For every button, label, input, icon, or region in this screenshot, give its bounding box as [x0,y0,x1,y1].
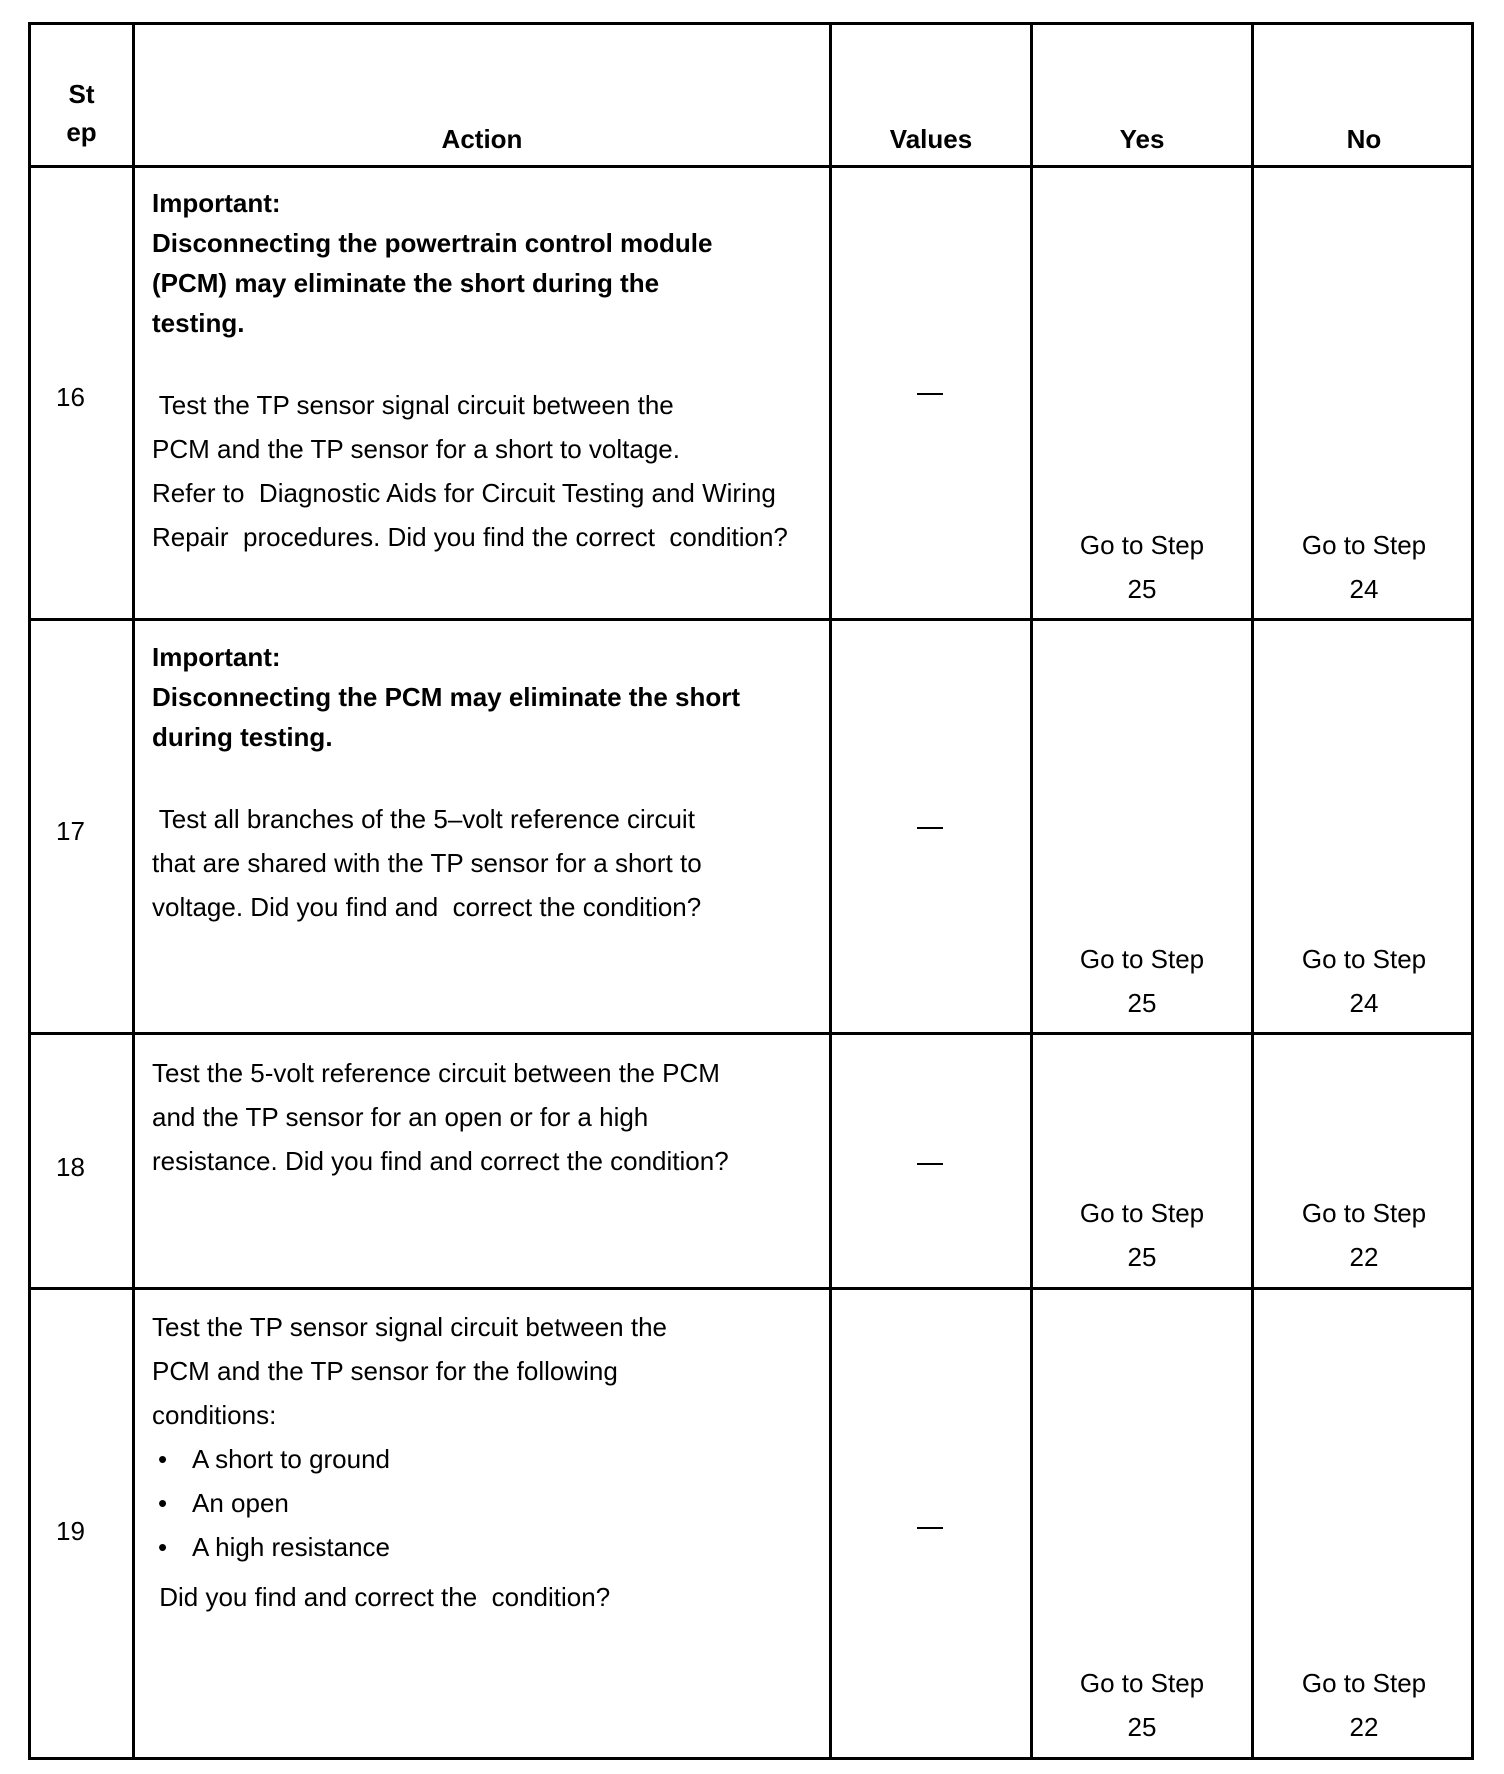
important-text: during testing. [152,722,333,752]
yes-goto: Go to Step [1079,1668,1205,1698]
diagnostic-table [28,22,1474,1760]
important-label: Important: [152,188,281,218]
value-text [832,809,1030,853]
no-cell [1254,1191,1474,1279]
value-text [832,1145,1030,1189]
action-text: Test the TP sensor signal circuit between the [152,390,674,420]
list-item: • A short to ground [152,1437,822,1481]
action-text: Refer to Diagnostic Aids for Circuit Testing and Wiring [152,478,776,508]
important-label: Important: [152,642,281,672]
action-cell [152,183,822,559]
action-text: voltage. Did you find and correct the condition? [152,892,702,922]
no-step: 22 [1349,1242,1379,1272]
no-step: 22 [1349,1712,1379,1742]
header-step [31,75,132,151]
no-step: 24 [1349,574,1379,604]
yes-step: 25 [1127,1242,1157,1272]
condition-list [152,1437,822,1569]
value-text [832,1509,1030,1553]
important-text: Disconnecting the PCM may eliminate the short [152,682,740,712]
action-cell [152,1305,822,1619]
yes-cell [1033,937,1251,1025]
yes-cell [1033,523,1251,611]
yes-step: 25 [1127,1712,1157,1742]
column-divider [1030,25,1033,1757]
yes-cell [1033,1191,1251,1279]
action-text: Test the TP sensor signal circuit between the [152,1312,667,1342]
list-item: • An open [152,1481,822,1525]
step-number: 17 [56,816,85,846]
yes-goto: Go to Step [1079,530,1205,560]
yes-goto: Go to Step [1079,944,1205,974]
column-divider [829,25,832,1757]
value-dash [917,827,943,829]
header-step-line2: ep [66,117,97,147]
header-no: No [1346,124,1382,154]
yes-cell [1033,1661,1251,1749]
row-divider [31,165,1471,168]
header-step-line1: St [68,79,95,109]
no-cell [1254,523,1474,611]
important-text: (PCM) may eliminate the short during the [152,268,660,298]
no-cell [1254,1661,1474,1749]
action-question: Did you find and correct the condition? [152,1582,611,1612]
action-text: Test the 5-volt reference circuit between the PCM [152,1058,720,1088]
row-divider [31,1032,1471,1035]
value-dash [917,1527,943,1529]
no-step: 24 [1349,988,1379,1018]
action-cell [152,1051,822,1183]
header-values: Values [889,124,973,154]
value-dash [917,393,943,395]
action-text: that are shared with the TP sensor for a short to [152,848,702,878]
action-text: Repair procedures. Did you find the correct condition? [152,522,788,552]
yes-step: 25 [1127,988,1157,1018]
no-goto: Go to Step [1301,1668,1427,1698]
action-text: resistance. Did you find and correct the condition? [152,1146,729,1176]
yes-step: 25 [1127,574,1157,604]
column-divider [132,25,135,1757]
step-number: 19 [56,1516,85,1546]
action-text: and the TP sensor for an open or for a high [152,1102,649,1132]
yes-goto: Go to Step [1079,1198,1205,1228]
important-text: testing. [152,308,245,338]
no-cell [1254,937,1474,1025]
action-text: conditions: [152,1400,277,1430]
value-dash [917,1163,943,1165]
important-text: Disconnecting the powertrain control module [152,228,713,258]
list-item: • A high resistance [152,1525,822,1569]
action-cell [152,637,822,929]
column-divider [1251,25,1254,1757]
action-text: PCM and the TP sensor for the following [152,1356,618,1386]
action-text: Test all branches of the 5–volt reference circuit [152,804,695,834]
row-divider [31,618,1471,621]
no-goto: Go to Step [1301,944,1427,974]
row-divider [31,1287,1471,1290]
step-number: 16 [56,382,85,412]
value-text [832,375,1030,419]
no-goto: Go to Step [1301,530,1427,560]
no-goto: Go to Step [1301,1198,1427,1228]
step-number: 18 [56,1152,85,1182]
action-text: PCM and the TP sensor for a short to voltage. [152,434,680,464]
header-yes: Yes [1119,124,1165,154]
header-action: Action [441,124,523,154]
